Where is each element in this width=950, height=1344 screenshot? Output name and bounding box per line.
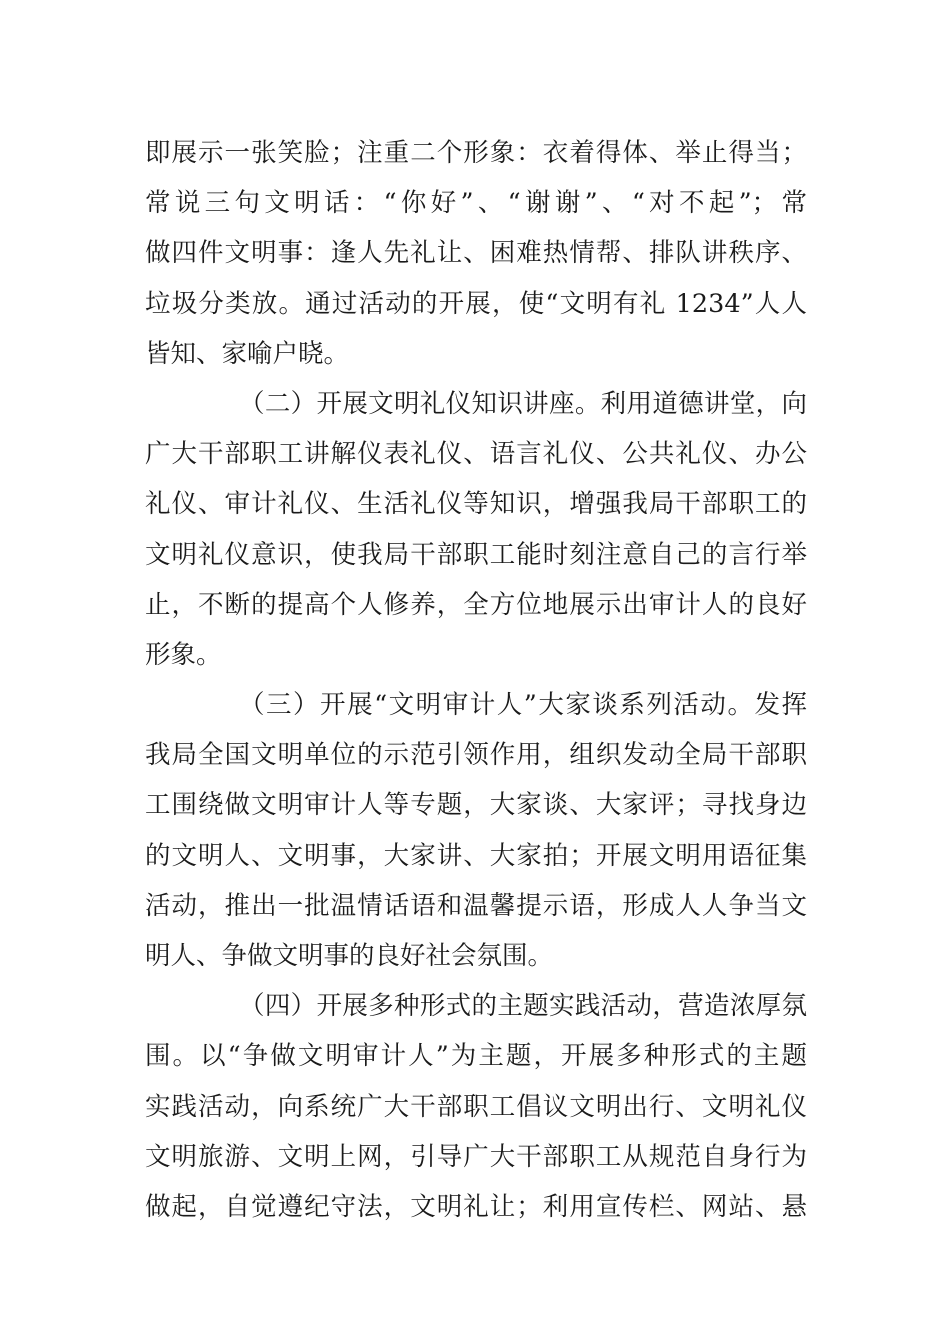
text-line: 做起，自觉遵纪守法，文明礼让；利用宣传栏、网站、悬 bbox=[145, 1191, 807, 1222]
paragraph-section-4 bbox=[145, 981, 807, 1232]
text-line: 礼仪、审计礼仪、生活礼仪等知识，增强我局干部职工的 bbox=[145, 489, 807, 520]
text-line: 围。以“争做文明审计人”为主题，开展多种形式的主题 bbox=[145, 1041, 807, 1072]
text-line: 形象。 bbox=[145, 639, 222, 670]
document-body bbox=[145, 128, 807, 1232]
text-line: 即展示一张笑脸；注重二个形象：衣着得体、举止得当； bbox=[145, 138, 807, 168]
paragraph-section-3 bbox=[145, 680, 807, 981]
paragraph-intro-tail bbox=[145, 128, 807, 379]
text-line: 工围绕做文明审计人等专题，大家谈、大家评；寻找身边 bbox=[145, 790, 807, 821]
text-line: 垃圾分类放。通过活动的开展，使“文明有礼 1234”人人 bbox=[145, 288, 807, 319]
text-line: 皆知、家喻户晓。 bbox=[145, 338, 350, 369]
section-heading-line: （三）开展“文明审计人”大家谈系列活动。发挥 bbox=[239, 690, 807, 721]
text-line: 活动，推出一批温情话语和温馨提示语，形成人人争当文 bbox=[145, 890, 807, 921]
text-line: 实践活动，向系统广大干部职工倡议文明出行、文明礼仪 bbox=[145, 1091, 807, 1122]
text-line: 广大干部职工讲解仪表礼仪、语言礼仪、公共礼仪、办公 bbox=[145, 439, 807, 470]
text-line: 我局全国文明单位的示范引领作用，组织发动全局干部职 bbox=[145, 740, 807, 771]
paragraph-section-2 bbox=[145, 379, 807, 680]
text-line: 明人、争做文明事的良好社会氛围。 bbox=[145, 941, 554, 971]
text-line: 做四件文明事：逢人先礼让、困难热情帮、排队讲秩序、 bbox=[145, 238, 807, 269]
text-line: 止，不断的提高个人修养，全方位地展示出审计人的良好 bbox=[145, 589, 807, 620]
section-heading-line: （二）开展文明礼仪知识讲座。利用道德讲堂，向 bbox=[239, 388, 807, 419]
text-line: 文明礼仪意识，使我局干部职工能时刻注意自己的言行举 bbox=[145, 539, 807, 570]
text-line: 的文明人、文明事，大家讲、大家拍；开展文明用语征集 bbox=[145, 840, 807, 871]
text-line: 文明旅游、文明上网，引导广大干部职工从规范自身行为 bbox=[145, 1141, 807, 1172]
text-line: 常说三句文明话：“你好”、“谢谢”、“对不起”；常 bbox=[145, 188, 807, 219]
section-heading-line: （四）开展多种形式的主题实践活动，营造浓厚氛 bbox=[239, 991, 807, 1022]
